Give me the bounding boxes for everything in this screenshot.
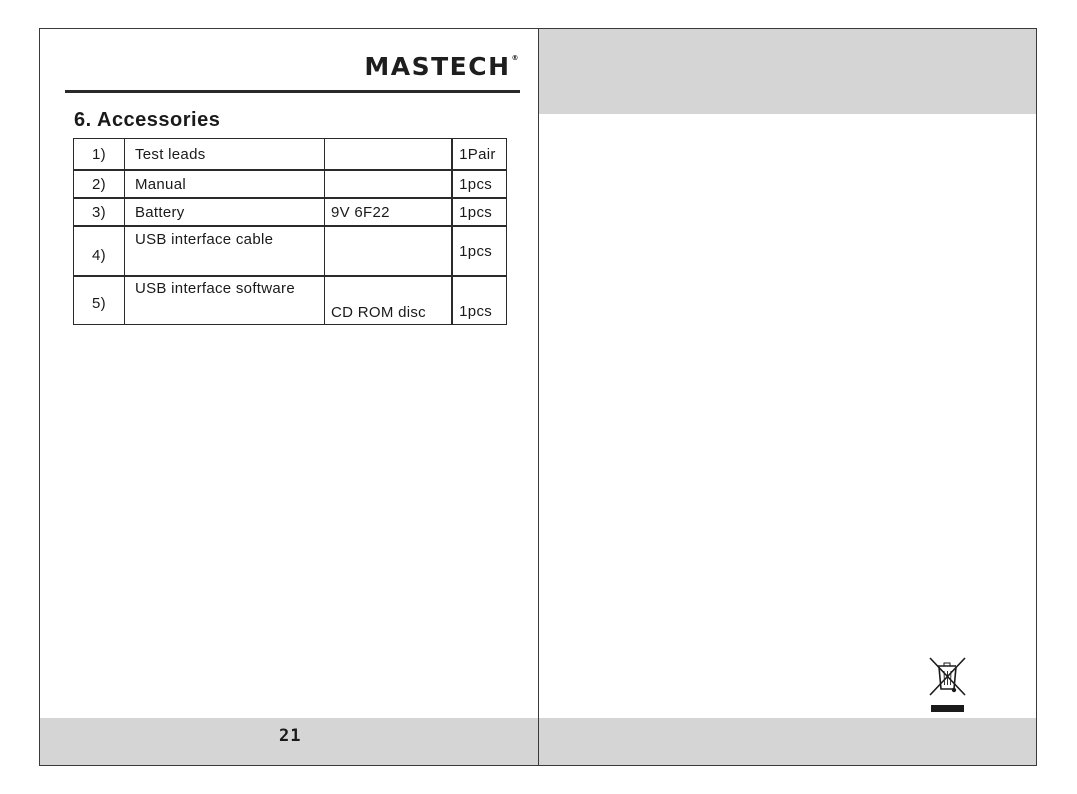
footer-band [40,718,538,765]
item-spec [324,226,452,276]
item-quantity: 1pcs [452,198,506,226]
item-name: USB interface cable [124,226,324,276]
page-number: 21 [279,726,302,746]
manual-spread [39,28,1037,766]
item-name: Manual [124,170,324,198]
brand-logo [364,52,520,81]
item-quantity: 1pcs [452,276,506,325]
brand-name: MASTECH [364,52,511,81]
item-spec [324,139,452,171]
registered-mark: ® [511,54,520,62]
item-name: USB interface software [124,276,324,325]
table-row [74,198,507,226]
item-number: 3) [74,198,125,226]
item-name: Test leads [124,139,324,171]
section-title: 6. Accessories [74,109,221,131]
table-row [74,139,507,171]
item-spec: CD ROM disc [324,276,452,325]
item-quantity: 1pcs [452,226,506,276]
table-row [74,276,507,325]
table-row [74,170,507,198]
crossed-out-wheelie-bin-icon [927,655,967,715]
right-page [539,29,1036,765]
header-rule [65,90,520,93]
accessories-table [73,138,507,325]
table-row [74,226,507,276]
item-number: 4) [74,226,125,276]
item-quantity: 1Pair [452,139,506,171]
item-spec: 9V 6F22 [324,198,452,226]
item-number: 5) [74,276,125,325]
item-number: 2) [74,170,125,198]
item-spec [324,170,452,198]
left-page [40,29,539,765]
item-name: Battery [124,198,324,226]
footer-band [539,718,1036,765]
header-band [539,29,1036,114]
item-quantity: 1pcs [452,170,506,198]
item-number: 1) [74,139,125,171]
